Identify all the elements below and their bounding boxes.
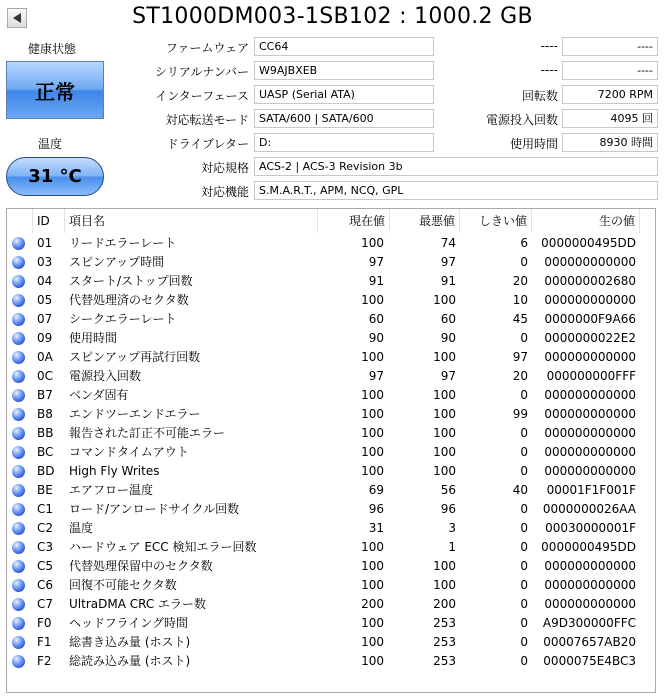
status-good-icon: [12, 579, 25, 592]
cell-current: 97: [368, 255, 384, 269]
cell-name: 報告された訂正不可能エラー: [69, 426, 226, 440]
cell-raw: 00030000001F: [545, 521, 636, 535]
status-column-header[interactable]: [7, 209, 33, 233]
table-row[interactable]: [7, 614, 655, 633]
cell-current: 91: [368, 274, 384, 288]
cell-raw: 000000000000: [544, 559, 636, 573]
disk-title: ST1000DM003-1SB102 : 1000.2 GB: [132, 4, 533, 29]
cell-current: 31: [368, 521, 384, 535]
cell-worst: 1: [448, 540, 456, 554]
table-row[interactable]: [7, 443, 655, 462]
cell-name: スタート/ストップ回数: [69, 274, 193, 288]
cell-raw: 000000000000: [544, 426, 636, 440]
cell-threshold: 0: [520, 388, 528, 402]
table-row[interactable]: [7, 234, 655, 253]
cell-name: 代替処理済のセクタ数: [69, 293, 189, 307]
cell-threshold: 40: [512, 483, 528, 497]
cell-id: BE: [37, 483, 53, 497]
cell-raw: 00007657AB20: [543, 635, 636, 649]
cell-raw: 000000000000: [544, 293, 636, 307]
cell-threshold: 0: [520, 635, 528, 649]
cell-worst: 100: [433, 578, 456, 592]
table-row[interactable]: [7, 291, 655, 310]
cell-name: 使用時間: [69, 331, 118, 345]
unused-label-1: ----: [540, 39, 558, 53]
drive-letter-label: ドライブレター: [166, 137, 249, 151]
cell-current: 100: [361, 407, 384, 421]
cell-threshold: 97: [512, 350, 528, 364]
status-good-icon: [12, 256, 25, 269]
cell-worst: 100: [433, 293, 456, 307]
standard-label: 対応規格: [200, 161, 249, 175]
cell-name: コマンドタイムアウト: [69, 445, 189, 459]
status-good-icon: [12, 313, 25, 326]
cell-name: 電源投入回数: [69, 369, 142, 383]
cell-worst: 97: [440, 255, 456, 269]
cell-id: 09: [37, 331, 53, 345]
cell-threshold: 99: [512, 407, 528, 421]
cell-name: UltraDMA CRC エラー数: [69, 597, 207, 611]
status-good-icon: [12, 332, 25, 345]
cell-id: F2: [37, 654, 52, 668]
cell-name: シークエラーレート: [69, 312, 177, 326]
status-good-icon: [12, 275, 25, 288]
table-header: [7, 209, 655, 233]
cell-threshold: 0: [520, 521, 528, 535]
cell-name: リードエラーレート: [69, 236, 177, 250]
cell-threshold: 0: [520, 502, 528, 516]
cell-threshold: 0: [520, 331, 528, 345]
cell-worst: 96: [440, 502, 456, 516]
cell-raw: 000000000000: [544, 350, 636, 364]
status-good-icon: [12, 294, 25, 307]
cell-id: 07: [37, 312, 53, 326]
cell-id: 0C: [37, 369, 54, 383]
unused-label-2: ----: [540, 63, 558, 77]
cell-threshold: 0: [520, 654, 528, 668]
cell-current: 200: [361, 597, 384, 611]
status-good-icon: [12, 560, 25, 573]
cell-threshold: 0: [520, 540, 528, 554]
cell-current: 100: [361, 654, 384, 668]
table-row[interactable]: [7, 481, 655, 500]
cell-id: C3: [37, 540, 54, 554]
temperature-badge[interactable]: 31 °C: [6, 157, 104, 196]
cell-name: スピンアップ時間: [69, 255, 165, 269]
table-row[interactable]: [7, 519, 655, 538]
status-good-icon: [12, 522, 25, 535]
health-status-badge[interactable]: 正常: [6, 61, 104, 119]
cell-current: 100: [361, 445, 384, 459]
drive-letter-field: D:: [254, 133, 434, 152]
features-label: 対応機能: [200, 185, 249, 199]
cell-raw: 000000000000: [544, 597, 636, 611]
cell-current: 97: [368, 369, 384, 383]
cell-worst: 253: [433, 635, 456, 649]
power-on-count-field: 4095 回: [562, 109, 658, 128]
cell-id: C6: [37, 578, 54, 592]
cell-name: ヘッドフライング時間: [69, 616, 189, 630]
cell-threshold: 0: [520, 445, 528, 459]
cell-current: 100: [361, 464, 384, 478]
cell-raw: 0000000F9A66: [544, 312, 636, 326]
cell-raw: A9D300000FFC: [542, 616, 636, 630]
cell-name: スピンアップ再試行回数: [69, 350, 201, 364]
unused-field-2: ----: [562, 61, 658, 80]
cell-worst: 91: [440, 274, 456, 288]
status-good-icon: [12, 655, 25, 668]
cell-id: C2: [37, 521, 54, 535]
cell-threshold: 0: [520, 616, 528, 630]
health-status-label: 健康状態: [28, 42, 77, 56]
cell-id: BB: [37, 426, 54, 440]
cell-raw: 0000000495DD: [541, 540, 636, 554]
cell-name: エンドツーエンドエラー: [69, 407, 201, 421]
cell-threshold: 0: [520, 255, 528, 269]
cell-worst: 3: [448, 521, 456, 535]
table-row[interactable]: [7, 405, 655, 424]
table-row[interactable]: [7, 348, 655, 367]
status-good-icon: [12, 541, 25, 554]
status-good-icon: [12, 237, 25, 250]
status-good-icon: [12, 636, 25, 649]
cell-current: 96: [368, 502, 384, 516]
cell-name: エアフロー温度: [69, 483, 154, 497]
cell-worst: 97: [440, 369, 456, 383]
cell-raw: 000000000FFF: [546, 369, 636, 383]
interface-label: インターフェース: [155, 89, 249, 103]
cell-threshold: 6: [520, 236, 528, 250]
cell-name: High Fly Writes: [69, 464, 160, 478]
unused-field-1: ----: [562, 37, 658, 56]
cell-worst: 100: [433, 426, 456, 440]
status-good-icon: [12, 427, 25, 440]
cell-id: C1: [37, 502, 54, 516]
cell-current: 90: [368, 331, 384, 345]
cell-raw: 000000000000: [544, 255, 636, 269]
standard-field: ACS-2 | ACS-3 Revision 3b: [254, 157, 658, 176]
cell-current: 100: [361, 635, 384, 649]
cell-worst: 74: [440, 236, 456, 250]
cell-id: F1: [37, 635, 52, 649]
rotation-rate-field: 7200 RPM: [562, 85, 658, 104]
temperature-label: 温度: [38, 137, 63, 151]
cell-worst: 100: [433, 464, 456, 478]
table-row[interactable]: [7, 652, 655, 671]
table-row[interactable]: [7, 538, 655, 557]
table-row[interactable]: [7, 367, 655, 386]
raw-column-header[interactable]: 生の値: [532, 209, 640, 233]
cell-worst: 60: [440, 312, 456, 326]
transfer-mode-field: SATA/600 | SATA/600: [254, 109, 434, 128]
cell-id: 0A: [37, 350, 53, 364]
cell-id: C7: [37, 597, 54, 611]
table-row[interactable]: [7, 595, 655, 614]
cell-raw: 0000000495DD: [541, 236, 636, 250]
cell-worst: 100: [433, 445, 456, 459]
name-column-header[interactable]: 項目名: [65, 209, 318, 233]
table-row[interactable]: [7, 500, 655, 519]
cell-name: 温度: [69, 521, 94, 535]
cell-name: 回復不可能セクタ数: [69, 578, 177, 592]
cell-name: 総読み込み量 (ホスト): [69, 654, 191, 668]
cell-current: 100: [361, 388, 384, 402]
table-row[interactable]: [7, 576, 655, 595]
table-row[interactable]: [7, 272, 655, 291]
status-good-icon: [12, 446, 25, 459]
firmware-field: CC64: [254, 37, 434, 56]
status-good-icon: [12, 408, 25, 421]
cell-raw: 000000000000: [544, 464, 636, 478]
cell-threshold: 0: [520, 426, 528, 440]
cell-current: 69: [368, 483, 384, 497]
cell-threshold: 45: [512, 312, 528, 326]
cell-name: ロード/アンロードサイクル回数: [69, 502, 240, 516]
serial-number-field: W9AJBXEB: [254, 61, 434, 80]
status-good-icon: [12, 484, 25, 497]
status-good-icon: [12, 617, 25, 630]
serial-number-label: シリアルナンバー: [154, 65, 249, 79]
cell-worst: 56: [440, 483, 456, 497]
cell-worst: 100: [433, 407, 456, 421]
status-good-icon: [12, 503, 25, 516]
cell-name: 総書き込み量 (ホスト): [69, 635, 191, 649]
cell-raw: 000000002680: [544, 274, 636, 288]
cell-current: 100: [361, 578, 384, 592]
cell-raw: 000000000000: [544, 388, 636, 402]
smart-attributes-table[interactable]: [6, 208, 656, 693]
threshold-column-header[interactable]: しきい値: [460, 209, 532, 233]
table-row[interactable]: [7, 462, 655, 481]
cell-id: C5: [37, 559, 54, 573]
status-good-icon: [12, 370, 25, 383]
cell-raw: 000000000000: [544, 407, 636, 421]
cell-current: 100: [361, 559, 384, 573]
rotation-rate-label: 回転数: [521, 89, 558, 103]
cell-id: B7: [37, 388, 53, 402]
cell-threshold: 0: [520, 578, 528, 592]
cell-id: B8: [37, 407, 53, 421]
id-column-header[interactable]: ID: [33, 209, 65, 233]
cell-current: 100: [361, 426, 384, 440]
cell-worst: 90: [440, 331, 456, 345]
firmware-label: ファームウェア: [165, 41, 249, 55]
power-on-hours-label: 使用時間: [509, 137, 558, 151]
power-on-hours-field: 8930 時間: [562, 133, 658, 152]
cell-raw: 0000000022E2: [544, 331, 636, 345]
table-row[interactable]: [7, 253, 655, 272]
cell-raw: 00001F1F001F: [546, 483, 636, 497]
cell-name: ベンダ固有: [69, 388, 129, 402]
cell-worst: 200: [433, 597, 456, 611]
transfer-mode-label: 対応転送モード: [165, 113, 249, 127]
current-column-header[interactable]: 現在値: [318, 209, 390, 233]
cell-threshold: 0: [520, 559, 528, 573]
status-good-icon: [12, 465, 25, 478]
cell-id: BC: [37, 445, 54, 459]
cell-current: 100: [361, 616, 384, 630]
cell-threshold: 20: [512, 274, 528, 288]
features-field: S.M.A.R.T., APM, NCQ, GPL: [254, 181, 658, 200]
cell-current: 100: [361, 236, 384, 250]
table-row[interactable]: [7, 310, 655, 329]
cell-raw: 0000075E4BC3: [543, 654, 636, 668]
cell-raw: 0000000026AA: [542, 502, 636, 516]
table-row[interactable]: [7, 386, 655, 405]
cell-threshold: 0: [520, 464, 528, 478]
status-good-icon: [12, 389, 25, 402]
worst-column-header[interactable]: 最悪値: [390, 209, 460, 233]
cell-worst: 253: [433, 616, 456, 630]
cell-current: 100: [361, 350, 384, 364]
cell-raw: 000000000000: [544, 578, 636, 592]
cell-worst: 100: [433, 350, 456, 364]
cell-current: 60: [368, 312, 384, 326]
table-row[interactable]: [7, 633, 655, 652]
cell-id: 01: [37, 236, 53, 250]
table-row[interactable]: [7, 424, 655, 443]
cell-id: F0: [37, 616, 52, 630]
table-row[interactable]: [7, 329, 655, 348]
status-good-icon: [12, 598, 25, 611]
cell-threshold: 20: [512, 369, 528, 383]
cell-id: 04: [37, 274, 53, 288]
cell-threshold: 10: [512, 293, 528, 307]
cell-id: BD: [37, 464, 55, 478]
interface-field: UASP (Serial ATA): [254, 85, 434, 104]
cell-name: 代替処理保留中のセクタ数: [69, 559, 213, 573]
cell-worst: 100: [433, 559, 456, 573]
cell-threshold: 0: [520, 597, 528, 611]
cell-name: ハードウェア ECC 検知エラー回数: [69, 540, 257, 554]
cell-id: 03: [37, 255, 53, 269]
power-on-count-label: 電源投入回数: [485, 113, 558, 127]
table-row[interactable]: [7, 557, 655, 576]
cell-current: 100: [361, 540, 384, 554]
cell-worst: 100: [433, 388, 456, 402]
cell-id: 05: [37, 293, 53, 307]
cell-worst: 253: [433, 654, 456, 668]
cell-raw: 000000000000: [544, 445, 636, 459]
status-good-icon: [12, 351, 25, 364]
cell-current: 100: [361, 293, 384, 307]
